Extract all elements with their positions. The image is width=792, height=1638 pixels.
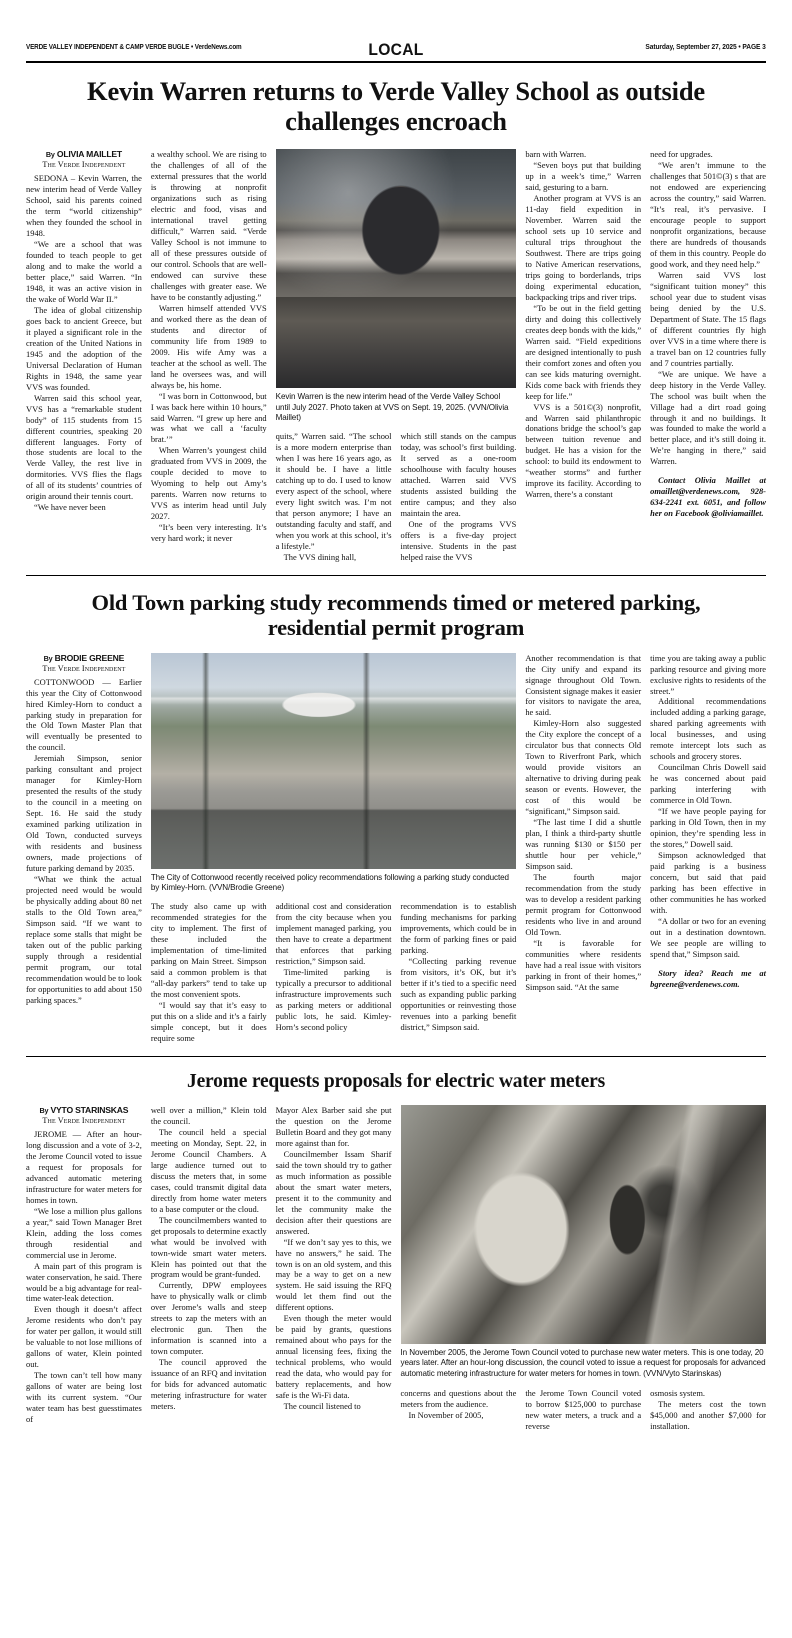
paragraph: A main part of this program is water conservation, he said. There would be a big advantage for real-time water-leak detection. [26, 1260, 142, 1304]
paragraph: SEDONA – Kevin Warren, the new interim head of Verde Valley School, said his parents coined the term “world citizenship” when they founded the school in 1948. [26, 172, 142, 238]
article1-column-1 [26, 149, 142, 563]
article3-photo-caption: In November 2005, the Jerome Town Council voted to purchase new water meters. This is one today, 20 years later. After an hour-long discussion, the council voted to issue a request for proposals for advanced automatic metering infrastructure for water meters for homes in town. (VVN/Vyto Starinskas) [400, 1347, 766, 1379]
paragraph: The council approved the issuance of an RFQ and invitation for bids for advanced automatic metering infrastructure for water meters. [150, 1357, 267, 1412]
paragraph: “A dollar or two for an evening out in a destination downtown. We see people are willing to spend that,” Simpson said. [650, 916, 766, 960]
article1-bottom-rule [26, 575, 766, 576]
paragraph: “To be out in the field getting dirty and doing this collectively creates deep bonds with the kids,” Warren said. “Field expeditions are designed intentionally to push their comfort zones and often you can see kids maturing overnight. Kids come back with friends they keep for life.” [525, 302, 642, 401]
article1-byline [26, 149, 142, 159]
paragraph: When Warren’s youngest child graduated from VVS in 2009, the couple decided to move to Wyoming to help out Amy’s parents. Warren now returns to VVS as interim head until July 2027. [150, 445, 267, 522]
paragraph: which still stands on the campus today, was school’s first building. It served as a one-room schoolhouse with faculty houses attached. Warren said VVS students assisted building the entire campus; and they also maintain the area. [400, 430, 517, 518]
article3-photo [401, 1105, 767, 1344]
article3-bottom-column-3 [650, 1388, 766, 1432]
paragraph: The council listened to [283, 1401, 361, 1412]
article3-columns [26, 1105, 766, 1432]
paragraph: “The last time I did a shuttle plan, I think a third-party shuttle was running $130 or $150 per shuttle hour per vehicle,” Simpson said. [525, 817, 642, 872]
paragraph: The fourth major recommendation from the study was to develop a resident parking permit program for Cottonwood residents who live in and around Old Town. [525, 872, 642, 938]
paragraph: recommendation is to establish funding mechanisms for parking improvements, which could be in the form of parking fines or paid parking. [400, 900, 517, 955]
article3-bottom-column-1 [401, 1388, 517, 1432]
paragraph: Time-limited parking is typically a precursor to additional infrastructure improvements such as parking meters or additional public lots, he said. Kimley-Horn’s second policy [275, 966, 392, 1032]
paragraph: Warren said VVS lost “significant tuition money” this school year due to student visas being denied by the U.S. Department of State. The 15 flags of different countries fly high over VVS in a time where there is a travel ban on 12 countries fully and 7 countries partially. [650, 269, 766, 368]
paragraph: time you are taking away a public parking resource and giving more exclusive rights to residents of the street.” [650, 652, 766, 696]
paragraph: “It’s been very interesting. It’s very hard work; it never [150, 522, 267, 544]
article2-byline [26, 653, 142, 663]
paragraph: well over a million,” Klein told the council. [150, 1104, 267, 1126]
masthead-separator: • [191, 42, 194, 51]
paragraph: The VVS dining hall, [283, 551, 357, 562]
article2-column-2 [151, 901, 267, 1044]
article3-bottom-column-2 [525, 1388, 641, 1432]
article3-byline-outlet: The Verde Independent [42, 1115, 126, 1125]
paragraph: Warren said this school year, VVS has a “remarkable student body” of 115 students from 15 different countries, speaking 20 different languages. Forty of those students are local to the Verde Valley, the rest live in dormitories. VVS flies the flags of all of its students’ countries of origin around their tennis court. [26, 392, 142, 502]
article3-column-2 [151, 1105, 267, 1432]
byline-prefix: By [43, 653, 53, 663]
paragraph: The meters cost the town $45,000 and another $7,000 for installation. [650, 1398, 766, 1431]
paragraph: need for upgrades. [650, 148, 713, 159]
article1-column-6 [650, 149, 766, 563]
paragraph: The town can’t tell how many gallons of water are being lost with its current system. “Our water team has best guesstimates of [26, 1370, 142, 1425]
article2-photo-undercolumns [151, 901, 517, 1044]
article1-photo [276, 149, 517, 388]
article1-photo-block [276, 149, 517, 563]
paragraph: Mayor Alex Barber said she put the question on the Jerome Bulletin Board and they got many more against than for. [275, 1104, 392, 1148]
byline-prefix: By [39, 1105, 49, 1115]
byline-author: BRODIE GREENE [54, 652, 125, 663]
paragraph: “If we don’t say yes to this, we have no answers,” he said. The town is on an old system, and this may be a way to get on a new system. He said issuing the RFQ would let them find out the different options. [275, 1236, 392, 1313]
article3-column-3 [276, 1105, 392, 1432]
paragraph: concerns and questions about the meters from the audience. [400, 1387, 517, 1409]
article2-bottom-rule [26, 1056, 766, 1057]
paragraph: The idea of global citizenship goes back to ancient Greece, but it played a significant role in the creation of the United Nations in 1945 and the adoption of the Universal Declaration of Human Rights in 1948, the same year VVS was founded. [26, 304, 142, 392]
byline-author: OLIVIA MAILLET [56, 148, 122, 159]
article1-photo-undercolumns [276, 431, 517, 563]
article2-column-5 [525, 653, 641, 1044]
byline-author: VYTO STARINSKAS [50, 1104, 129, 1115]
article3-photo-undercolumns [401, 1388, 767, 1432]
article1-column-2 [151, 149, 267, 563]
article1-byline-outlet: The Verde Independent [42, 159, 126, 169]
paragraph: “We lose a million plus gallons a year,” said Town Manager Bret Klein, adding the loss comes through residential and commercial use in Jerome. [26, 1205, 142, 1260]
paragraph: Warren himself attended VVS and worked there as the dean of students and director of community life from 1989 to 2009. His wife Amy was a teacher at the school as well. The land he oversees was, and will always be, his home. [150, 302, 267, 390]
section-title: LOCAL [368, 40, 424, 59]
paragraph: “We are a school that was founded to teach people to get along and to make the world a better place,” said Warren. “In 1948, it was an active vision in the wake of World War II.” [26, 238, 142, 304]
byline-prefix: By [45, 149, 55, 159]
article-kevin-warren [26, 77, 766, 563]
paragraph: “We have never been [34, 502, 106, 513]
paragraph: Another recommendation is that the City unify and expand its signage throughout Old Town. Consistent signage makes it easier for visitors to navigate the area, he said. [525, 652, 642, 718]
article3-photo-block [401, 1105, 767, 1432]
paragraph: “I would say that it’s easy to put this on a slide and it’s a fairly simple concept, but it does require some [150, 999, 267, 1043]
paragraph: quits,” Warren said. “The school is a more modern enterprise than when I was here 16 years ago, as it should be. I have a little catching up to do. I used to know every aspect of the school, where every light switch was. I’m not that person anymore; I have an outstanding faculty and staff, and when you work at this school, it’s a lifestyle.” [275, 430, 392, 551]
article3-byline [26, 1105, 142, 1115]
paragraph: Jeremiah Simpson, senior parking consultant and project manager for Kimley-Horn presented the results of the study to the council in a meeting on Sept. 16. He said the study examined parking utilization in Old Town, conducted surveys with residents and business owners, made projections of future parking demand by 2035. [26, 753, 142, 874]
paragraph: “We aren’t immune to the challenges that 501©(3) s that are not endowed are experiencing across the country,” said Warren. “It’s real, it’s pervasive. I encourage people to support nonprofit organizations, because there are hundreds of thousands of them in this country. People do good work, and they need help.” [650, 159, 766, 269]
paragraph: barn with Warren. [525, 148, 587, 159]
article2-column-1 [26, 653, 142, 1044]
paragraph: additional cost and consideration from the city because when you implement managed parking, you then have to create a department that enforces that parking restriction,” Simpson said. [275, 900, 392, 966]
paragraph: “It is favorable for communities where residents have had a real issue with visitors parking in front of their homes,” Simpson said. “At the same [525, 938, 642, 993]
article1-column-5 [525, 149, 641, 563]
article1-photo-caption: Kevin Warren is the new interim head of the Verde Valley School until July 2027. Photo taken at VVS on Sept. 19, 2025. (VVN/Olivia Maillet) [275, 391, 509, 423]
paragraph: Another program at VVS is an 11-day field expedition in November. Warren said the school sets up 10 service and cultural trips throughout the Southwest. There are trips going to Native American reservations, trips going to borderlands, trips doing experimental education, backpacking trips and river trips. [525, 192, 642, 302]
masthead-dateline: Saturday, September 27, 2025 • PAGE 3 [645, 42, 766, 51]
paragraph: COTTONWOOD — Earlier this year the City of Cottonwood hired Kimley-Horn to conduct a parking study in preparation for the Old Town Master Plan that will eventually be presented to the council. [26, 676, 142, 753]
paragraph: Simpson acknowledged that paid parking is a business concern, but said that paid parking has been effective in other communities he has worked with. [650, 850, 766, 916]
paragraph: Kimley-Horn also suggested the City explore the concept of a circulator bus that connects Old Town to Riverfront Park, which would provide visitors an alternative to driving during peak season or events. However, the cost of this would be “significant,” Simpson said. [525, 718, 642, 817]
article2-column-4 [400, 901, 516, 1044]
article3-column-1 [26, 1105, 142, 1432]
article2-column-3 [276, 901, 392, 1044]
paragraph: The council held a special meeting on Monday, Sept. 22, in Jerome Council Chambers. A large audience turned out to discuss the meters that, in some cases, could transmit digital data directly from home water meters to a base computer or the cloud. [150, 1126, 267, 1214]
paragraph: Councilman Chris Dowell said he was concerned about paid parking interfering with commerce in Old Town. [650, 762, 766, 806]
paragraph: Councilmember Issam Sharif said the town should try to gather as much information as possible about the smart water meters, present it to the community and let the community make the decision after their questions are answered. [275, 1148, 392, 1236]
article2-byline-outlet: The Verde Independent [42, 663, 126, 673]
article3-headline: Jerome requests proposals for electric water meters [187, 1070, 605, 1092]
paragraph: osmosis system. [650, 1387, 706, 1398]
paragraph: VVS is a 501©(3) nonprofit, and Warren said philanthropic donations bridge the school’s gap between tuition revenue and budget. He has a vision for the school: to build its endowment to “weather storms” and further improve its facility. According to Warren, there’s a constant [525, 401, 642, 500]
masthead-website[interactable]: VerdeNews.com [194, 42, 242, 51]
paragraph: “We are unique. We have a deep history in the Verde Valley. The school was built when the Village had a dirt road going through it and no buildings. It was founded to make the world a better place, and it’s still doing it. We’re hanging in there,” said Warren. [650, 368, 766, 467]
article2-photo-caption: The City of Cottonwood recently received policy recommendations following a parking study conducted by Kimley-Horn. (VVN/Brodie Greene) [150, 872, 509, 893]
paragraph: Currently, DPW employees have to physically walk or climb over Jerome’s walls and steep streets to zap the meters with an electronic gun. Then the information is scanned into a town computer. [150, 1280, 267, 1357]
article1-column-4 [400, 431, 516, 563]
article2-column-6 [650, 653, 766, 1044]
article2-columns [26, 653, 766, 1044]
paragraph: Additional recommendations included adding a parking garage, shared parking agreements with local businesses, and using remote intercept lots such as schools and grocery stores. [650, 696, 766, 762]
paragraph: “What we think the actual projected need would be would be physically adding about 80 net stalls to the Old Town area,” Simpson said. “If we want to replace some stalls that might be taken out of the public parking supply through a residential permit program, our total recommendation would be to look for opportunities to add about 150 parking spaces.” [26, 874, 142, 1006]
paragraph: the Jerome Town Council voted to borrow $125,000 to purchase new water meters, a truck and a reverse [525, 1387, 642, 1431]
article2-contact-line: Story idea? Reach me at bgreene@verdenews.com. [650, 968, 766, 990]
article1-contact-line: Contact Olivia Maillet at omaillet@verdenews.com, 928-634-2241 ext. 6051, and follow her on Facebook @oliviamaillet. [650, 475, 766, 519]
masthead-publication-name: VERDE VALLEY INDEPENDENT & CAMP VERDE BUGLE [26, 42, 190, 51]
article-old-town-parking [26, 590, 766, 1044]
paragraph: Even though it doesn’t affect Jerome residents who don’t pay for water per gallon, it would still be valuable to not lose millions of gallons of water, Klein pointed out. [26, 1304, 142, 1370]
article2-photo-block [151, 653, 517, 1044]
paragraph: In November of 2005, [408, 1409, 484, 1420]
article-jerome-water-meters [26, 1071, 766, 1432]
paragraph: a wealthy school. We are rising to the challenges of all of the external pressures that the world is throwing at nonprofit organizations such as rising electric and food, visas and international travel getting difficult,” Warren said. “Verde Valley School is not immune to all of these pressures outside of our control. Schools that are well-endowed can survive these challenges with greater ease. We have to be constantly adjusting.” [150, 148, 267, 302]
paragraph: One of the programs VVS offers is a five-day project intensive. Students in the past helped raise the VVS [400, 518, 517, 562]
masthead-rule [26, 61, 766, 63]
article1-headline: Kevin Warren returns to Verde Valley School as outside challenges encroach [87, 76, 705, 136]
paragraph: “I was born in Cottonwood, but I was back here within 10 hours,” said Warren. “I grew up here and was what we call a ‘faculty brat.’” [150, 390, 267, 445]
paragraph: “If we have people paying for parking in Old Town, then in my opinion, they’re spending less in the stores,” Dowell said. [650, 806, 766, 850]
paragraph: “Collecting parking revenue from visitors, it’s OK, but it’s better if it’s tied to a specific need such as expanding public parking opportunities or reinvesting those revenues into a parking benefit district,” Simpson said. [400, 955, 517, 1032]
paragraph: Even though the meter would be paid by grants, questions remained about who pays for the annual licensing fees, fixing the technical problems, who would read the data, who would pay for battery replacements, and how safe is the Wi-Fi data. [275, 1313, 392, 1401]
article2-headline: Old Town parking study recommends timed or metered parking, residential permit program [91, 589, 701, 641]
article1-columns [26, 149, 766, 563]
paragraph: JEROME — After an hour-long discussion and a vote of 3-2, the Jerome Council voted to issue a request for proposals for advanced automatic metering infrastructure for water meters for homes in town. [26, 1128, 142, 1205]
paragraph: The councilmembers wanted to get proposals to determine exactly what would be involved with town-wide smart water meters. Klein has pointed out that the program would be grant-funded. [150, 1214, 267, 1280]
paragraph: “Seven boys put that building up in a week’s time,” Warren said, gesturing to a barn. [525, 159, 642, 192]
article2-photo [151, 653, 517, 869]
article1-column-3 [276, 431, 392, 563]
paragraph: The study also came up with recommended strategies for the city to implement. The first of these included the implementation of time-limited parking on Main Street. Simpson said a common problem is that “all-day parkers” tend to take up the most convenient spots. [150, 900, 267, 999]
